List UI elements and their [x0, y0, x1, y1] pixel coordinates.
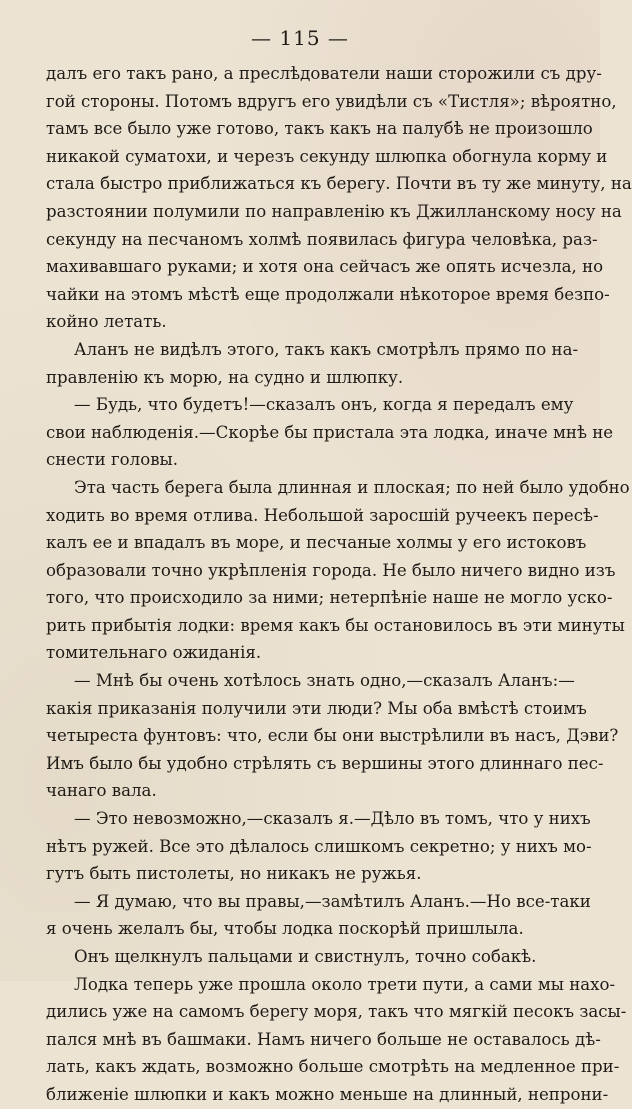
paragraph — [46, 336, 579, 391]
paragraph — [46, 474, 630, 667]
text-line: я очень желалъ бы, чтобы лодка поскорѣй пришлыла. — [46, 919, 524, 939]
text-line: ближеніе шлюпки и какъ можно меньше на длинный, непрони- — [46, 1084, 609, 1104]
text-line: Имъ было бы удобно стрѣлять съ вершины этого длиннаго пес- — [46, 753, 604, 773]
paragraph — [46, 667, 619, 805]
text-line: томительнаго ожиданія. — [46, 643, 262, 663]
text-line: Онъ щелкнулъ пальцами и свистнулъ, точно собакѣ. — [74, 947, 537, 966]
text-line: стала быстро приближаться къ берегу. Почти въ ту же минуту, на — [46, 174, 632, 194]
text-line: никакой суматохи, и черезъ секунду шлюпка обогнула корму и — [46, 146, 608, 166]
text-line: того, что происходило за ними; нетерпѣніе наше не могло уско- — [46, 588, 613, 608]
text-line: образовали точно укрѣпленія города. Не было ничего видно изъ — [46, 560, 616, 580]
text-line: нѣтъ ружей. Все это дѣлалось слишкомъ секретно; у нихъ мо- — [46, 836, 592, 856]
text-line: — Это невозможно,—сказалъ я.—Дѣло въ томъ, что у нихъ — [74, 809, 591, 829]
text-line: какія приказанія получили эти люди? Мы оба вмѣстѣ стоимъ — [46, 698, 587, 718]
text-line: — Я думаю, что вы правы,—замѣтилъ Аланъ.—Но все-таки — [74, 891, 591, 911]
paragraph — [46, 805, 592, 888]
text-line: далъ его такъ рано, а преслѣдователи наши сторожили съ дру- — [46, 64, 602, 83]
text-line: четыреста фунтовъ: что, если бы они выстрѣлили въ насъ, Дэви? — [46, 726, 619, 746]
text-line: — Будь, что будетъ!—сказалъ онъ, когда я передалъ ему — [74, 395, 574, 415]
text-line: койно летать. — [46, 312, 167, 332]
body-text — [46, 60, 632, 1109]
paragraph — [46, 971, 627, 1109]
text-line: махивавшаго руками; и хотя она сейчасъ же опять исчезла, но — [46, 257, 604, 277]
text-line: Лодка теперь уже прошла около трети пути, а сами мы нахо- — [74, 974, 616, 994]
text-line: калъ ее и впадалъ въ море, и песчаные холмы у его истоковъ — [46, 533, 587, 553]
paragraph — [46, 391, 614, 474]
text-line: секунду на песчаномъ холмѣ появилась фигура человѣка, раз- — [46, 229, 598, 249]
paragraph — [46, 888, 591, 943]
text-line: тамъ все было уже готово, такъ какъ на палубѣ не произошло — [46, 119, 593, 139]
text-line: разстоянии полумили по направленію къ Джилланскому носу на — [46, 201, 622, 221]
paragraph — [46, 943, 566, 971]
text-line: правленію къ морю, на судно и шлюпку. — [46, 367, 404, 387]
text-line: свои наблюденія.—Скорѣе бы пристала эта лодка, иначе мнѣ не — [46, 422, 614, 442]
text-line: гой стороны. Потомъ вдругъ его увидѣли съ «Тистля»; вѣроятно, — [46, 91, 617, 111]
text-line: чайки на этомъ мѣстѣ еще продолжали нѣкоторое время безпо- — [46, 284, 610, 304]
text-line: Аланъ не видѣлъ этого, такъ какъ смотрѣлъ прямо по на- — [74, 339, 579, 359]
text-line: Эта часть берега была длинная и плоская; по ней было удобно — [74, 477, 630, 497]
text-line: гутъ быть пистолеты, но никакъ не ружья. — [46, 864, 422, 884]
text-line: лать, какъ ждать, возможно больше смотрѣть на медленное при- — [46, 1057, 620, 1077]
paragraph — [46, 60, 632, 336]
text-line: пался мнѣ въ башмаки. Намъ ничего больше не оставалось дѣ- — [46, 1029, 601, 1049]
text-line: чанаго вала. — [46, 781, 157, 801]
text-line: ходить во время отлива. Небольшой заросшій ручеекъ пересѣ- — [46, 505, 599, 525]
text-line: рить прибытія лодки: время какъ бы остановилось въ эти минуты — [46, 615, 625, 635]
page-number: — 115 — — [251, 26, 349, 50]
text-line: снести головы. — [46, 450, 179, 470]
text-line: дились уже на самомъ берегу моря, такъ что мягкій песокъ засы- — [46, 1002, 627, 1022]
text-line: — Мнѣ бы очень хотѣлось знать одно,—сказалъ Аланъ:— — [74, 671, 575, 691]
